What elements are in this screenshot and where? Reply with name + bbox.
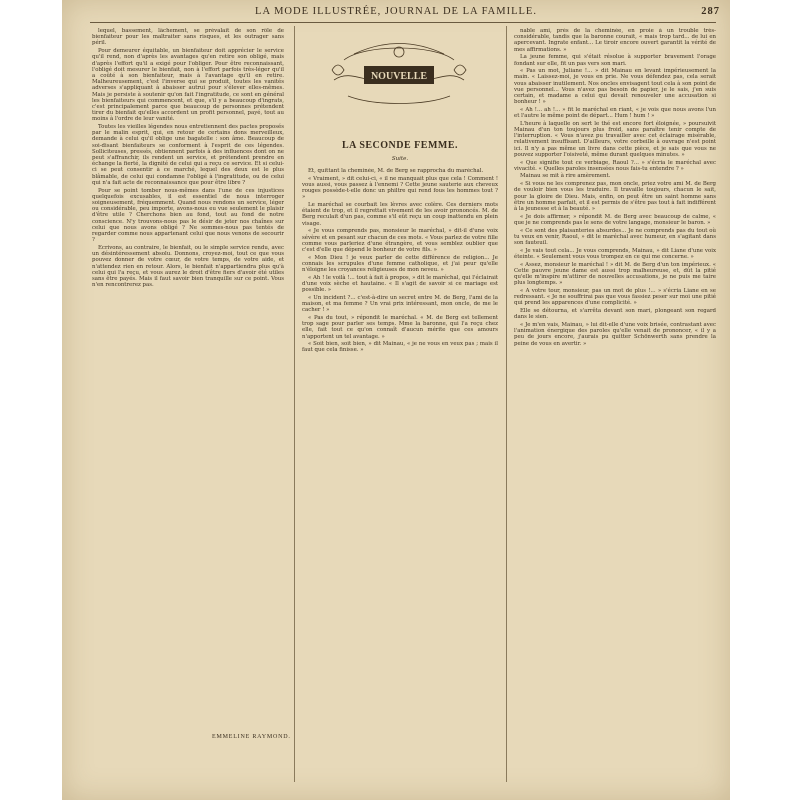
paragraph: « Ce sont des plaisanteries absurdes... Je ne comprends pas du tout où tu veux en venir, Raoul, » dit le maréchal avec humeur, en s'agitant dans son fauteuil. — [514, 227, 716, 246]
paragraph: « Ah !... ah !... » fit le maréchal en riant, « je vois que nous avons l'un et l'autre le même point de départ... Hum ! hum ! » — [514, 106, 716, 120]
paragraph: L'heure à laquelle on sert le thé est encore fort éloignée, » poursuivit Mainau d'un ton toujours plus froid, sans paraître tenir compte de l'interruption. « Vous n'avez pu travailler avec cet éclairage misérable, relativement insuffisant. D'ailleurs, votre corbeille à ouvrage n'est point ici. Il n'y a pas même un livre dans cette pièce, et je sais que vous ne pouvez supporter l'oisiveté, même durant quelques minutes. » — [514, 120, 716, 158]
paragraph: nable ami, près de la cheminée, en proie à un trouble très-considérable, tandis que la baronne courait, « mais trop tard... de lui en apercevant. Ingrate enfant... Le tiroir encore ouvert garantit la vérité de mes affirmations. » — [514, 28, 716, 53]
paragraph: Et, quittant la cheminée, M. de Berg se rapprocha du maréchal. — [308, 168, 484, 174]
paragraph: Le maréchal se courbait les lèvres avec colère. Ces derniers mots étaient de trop, et il regrettait vivement de les avoir prononcés. M. de Berg reculait d'un pas, comme s'il eût reçu un coup inattendu en plein visage. — [302, 202, 498, 227]
paragraph: lequel, bassement, lâchement, se prévalait de son rôle de bienfaiteur pour les maltraiter sans risques, et les outrager sans péril. — [92, 28, 284, 47]
story-subtitle: Suite. — [391, 156, 409, 162]
paragraph: « Je vais tout cela... Je vous comprends, Mainau, » dit Liane d'une voix éteinte. « Seulement vous vous trompez en ce qui me concerne. » — [514, 247, 716, 260]
paragraph: « Pas du tout, » répondit le maréchal. « M. de Berg est tellement trop sage pour parler ses temps. Mme la baronne, qui l'a reçu chez elle, fait tout ce qu'on connaît d'aucun mérite que ces amours n'apportent un tel avantage. » — [302, 314, 498, 340]
text-column-1 — [92, 28, 284, 728]
paragraph: « Soit bien, soit bien, » dit Mainau, « je ne vous en veux pas ; mais il faut que cela finisse. » — [302, 341, 498, 354]
paragraph: La jeune femme, qui s'était résolue à supporter bravement l'orage fondant sur elle, fit un pas vers son mari. — [514, 54, 716, 67]
paragraph: Pour se point tomber nous-mêmes dans l'une de ces injustices quelquefois excusables, il est essentiel de nous interroger soigneusement, fréquemment. Quand nous rendons un service, léger ou considérable, peu importe, avons-nous eu vue seulement le plaisir d'être utile ? Cherchons bien au fond, tout au fond de notre conscience. N'y trouvons-nous pas le désir de jeter nos chaînes sur celui que nous avons obligé ? Ne sommes-nous pas tentés de regarder comme nous appartenant celui que nous venons de secourir ? — [92, 187, 284, 244]
paragraph: « Ah ! le voilà !... tout à fait à propos, » dit le maréchal, qui l'éclairait d'une voix sèche et hautaine. « Il s'agit de savoir si ce mariage est possible. » — [302, 274, 498, 294]
author-signature: EMMELINE RAYMOND. — [212, 734, 291, 740]
paragraph: « Je m'en vais, Mainau, » lui dit-elle d'une voix brisée, contrastant avec l'animation énergique des paroles qu'elle venait de prononcer, « il y a peu de jours encore, j'aurais pu quitter Schönwerth sans prendre la peine de vous en avertir. » — [514, 321, 716, 347]
paragraph: « A votre tour, monsieur, pas un mot de plus !... » s'écria Liane en se redressant. « Je ne souffrirai pas que vous fassiez peser sur moi une pitié qui prend les apparences d'une complicité. » — [514, 287, 716, 307]
ornamental-banner-icon — [324, 40, 474, 112]
paragraph: Mainau se mit à rire amèrement. — [520, 173, 611, 180]
page-number: 287 — [701, 6, 720, 17]
paragraph: « Mon Dieu ! je veux parler de cette différence de religion... Je connais les scrupules d'une femme catholique, et j'ai peur qu'elle n'éloigne les croyances religieuses de mon neveu. » — [302, 254, 498, 274]
column-divider — [506, 26, 507, 782]
newspaper-page — [62, 0, 730, 800]
paragraph: « Je dois affirmer, » répondit M. de Berg avec beaucoup de calme, « que je ne comprends pas le sens de votre langage, monsieur le baron. » — [514, 213, 716, 226]
paragraph: « Que signifie tout ce verbiage, Raoul ?... » s'écria le maréchal avec vivacité. « Quelles paroles insensées nous fais-tu entendre ? » — [514, 159, 716, 172]
paragraph: « Assez, monsieur le maréchal ! » dit M. de Berg d'un ton impérieux. « Cette pauvre jeune dame est aussi trop malheureuse, et, dût la pitié qu'elle m'inspire m'attirer de nouvelles accusations, je ne puis me taire plus longtemps. » — [514, 261, 716, 287]
journal-title: LA MODE ILLUSTRÉE, JOURNAL DE LA FAMILLE. — [255, 6, 537, 17]
story-title: LA SECONDE FEMME. — [341, 140, 458, 151]
paragraph: « Un incident ?... c'est-à-dire un secret entre M. de Berg, l'ami de la maison, et ma femme ? Un vrai prix intéressant, mon oncle, de me le cacher ! » — [302, 294, 498, 314]
column-divider — [294, 26, 295, 782]
header-rule — [90, 22, 716, 23]
paragraph: Toutes les vieilles légendes nous entretiennent des pactes proposés par le malin esprit, qui, en retour de certains dons merveilleux, demande à celui qu'il oblige une bagatelle : son âme. Beaucoup de soi-disant bienfaiteurs se conforment à l'esprit de ces légendes. Solliciteuses, pressés, obtiennent parfois à des influences dont on ne peut s'affranchir, ils rendent un service, et prétendent prendre en échange la fierté, la dignité de celui qui a reçu ce service. Et si celui-ci se peut consentir à ce marché, lequel des deux est le plus blâmable, de celui qui condamne l'obligé à l'ingratitude, ou de celui qui n'a fait acte de reconnaissance que pour être libre ? — [92, 124, 284, 186]
paragraph: « Je vous comprends pas, monsieur le maréchal, » dit-il d'une voix sévère et en pesant sur chacun de ces mots. « Vous parlez de votre fille comme vous parleriez d'une étrangère, et vous semblez oublier que c'est d'elle que dépend le bonheur de votre fils. » — [302, 228, 498, 253]
text-column-3 — [514, 28, 716, 790]
paragraph: Elle se détourna, et s'arrêta devant son mari, plongeant son regard dans le sien. — [514, 308, 716, 321]
text-column-2 — [302, 168, 498, 792]
paragraph: « Pas un mot, Juliane !... » dit Mainau en levant impérieusement la main. « Laissez-moi, je vous en prie. Ne vous défendez pas, cela serait vous abaisser inutilement. Nos oncles envisagent tout cela à son point de vue personnel... Vous n'avez pas besoin de papier, je le sais, j'en suis certain, et madame a celui qui devait renouveler une accusation si bonheur ! » — [514, 68, 716, 106]
paragraph: « Si vous ne les comprenez pas, mon oncle, priez votre ami M. de Berg de vouloir bien vous les traduire. Il travaille toujours, chacun le sait, pour la gloire de Dieu. Mais, enfin, on peut être un saint homme sans être un homme parfait, et il est permis de s'être pas tout à fait indifférent à la jeunesse et à la beauté. » — [514, 181, 716, 212]
page-header — [62, 6, 730, 22]
banner-label: NOUVELLE — [370, 71, 428, 82]
paragraph: « Vraiment, » dit celui-ci, « il ne manquait plus que cela ! Comment ! vous aussi, vous passez à l'ennemi ? Cette jeune sauterie aux cheveux rouges possède-t-elle donc un philtre qui rend fous les hommes tout ? » — [302, 175, 498, 201]
paragraph: Pour demeurer équitable, un bienfaiteur doit apprécier le service qu'il rend, non d'après les avantages qu'en retire son obligé, mais d'après l'effort qu'il a exigé pour l'obliger. Pour être reconnaissant, l'obligé doit mesurer le bienfait, non à l'effort parfois très-léger qu'il a coûté à son bienfaiteur, mais à l'avantage qu'il en retire. Malheureusement, c'est l'inverse qui se produit, toutes les vanités adverses s'appliquant à abaisser autrui pour s'élever elles-mêmes. Mais je persiste à soutenir qu'on fait l'ingratitude, ce sont en général les bienfaiteurs qui commencent, et que, s'il y a beaucoup d'ingrats, c'est principalement parce que beaucoup de personnes prétendent tirer du bienfait qu'elles accordent un profit personnel, payé, tout au moins à l'ordre de leur vanité. — [92, 48, 284, 123]
paragraph: Ecrivons, au contraire, le bienfait, ou le simple service rendu, avec un désintéressement absolu. Donnons, croyez-moi, tout ce que vous pouvez donner de votre cœur, de votre temps, de votre aide, et n'attendez rien en retour. Alors, le bienfait n'appartiendra plus qu'à celui qui l'a reçu, et vous aurez le droit d'être fiers d'avoir été utiles sans être payés. Mais il faut savoir bien tranquille sur ce point. Vous n'en rencontrerez pas. — [92, 244, 284, 289]
